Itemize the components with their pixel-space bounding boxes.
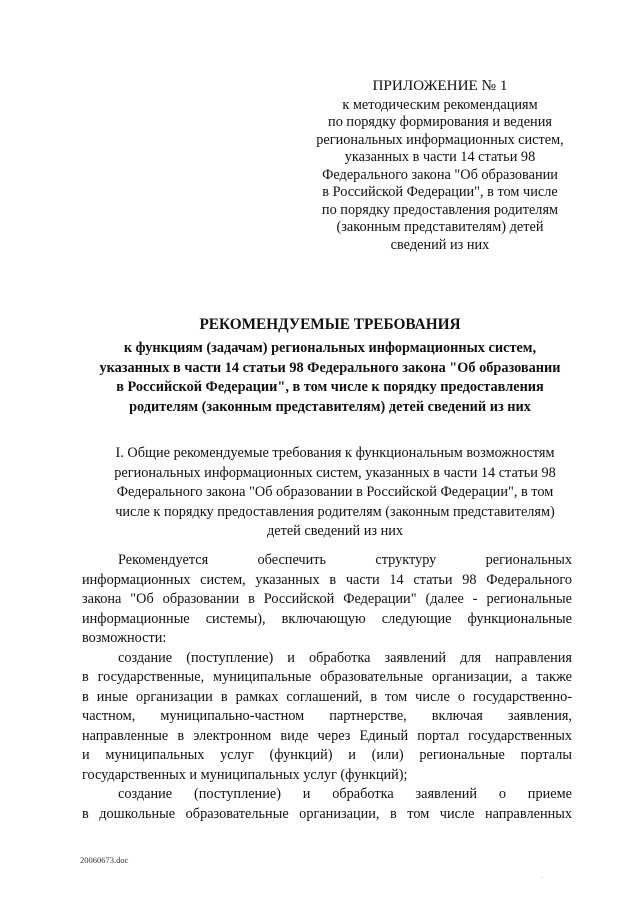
body-line: частном, муниципально-частном партнерстве, включая заявления,: [82, 708, 572, 724]
appendix-line: сведений из них: [390, 236, 490, 253]
appendix-title: ПРИЛОЖЕНИЕ № 1: [372, 77, 508, 94]
section-line: I. Общие рекомендуемые требования к функциональным возможностям: [115, 445, 555, 461]
subtitle-line: к функциям (задачам) региональных информационных систем,: [123, 340, 537, 356]
body-line: возможности:: [82, 630, 167, 646]
appendix-line: по порядку формирования и ведения: [328, 114, 552, 130]
section-line: детей сведений из них: [266, 523, 404, 539]
subtitle-line: в Российской Федерации", в том числе к порядку предоставления: [116, 379, 544, 395]
footer-filename: 20060673.doc: [80, 855, 129, 865]
body-line: государственных и муниципальных услуг (функций);: [82, 766, 408, 783]
body-line: в иные организации в рамках соглашений, в том числе о государственно-: [82, 688, 572, 705]
section-line: числе к порядку предоставления родителям (законным представителям): [115, 503, 555, 520]
appendix-line: (законным представителям) детей: [336, 219, 544, 235]
document-title: РЕКОМЕНДУЕМЫЕ ТРЕБОВАНИЯ: [199, 316, 461, 333]
body-text: [82, 551, 572, 824]
section-heading: [70, 444, 600, 542]
body-line: направленные в электронном виде через Единый портал государственных: [82, 727, 572, 744]
appendix-line: по порядку предоставления родителям: [321, 201, 559, 218]
body-line: информационные системы), включающую следующие функциональные: [82, 610, 572, 627]
subtitle-line: родителям (законным представителям) детей сведений из них: [129, 398, 531, 415]
body-line: и муниципальных услуг (функций) и (или) региональные порталы: [82, 747, 572, 763]
footer-mark: .: [541, 874, 543, 880]
subtitle-line: указанных в части 14 статьи 98 Федерального закона "Об образовании: [99, 359, 561, 376]
section-line: Федерального закона "Об образовании в Российской Федерации", в том: [116, 484, 554, 500]
appendix-line: Федерального закона "Об образовании: [322, 166, 558, 183]
body-line: Рекомендуется обеспечить структуру региональных: [118, 552, 572, 568]
body-line: создание (поступление) и обработка заявлений для направления: [118, 649, 572, 666]
body-line: информационных систем, указанных в части 14 статьи 98 Федерального: [82, 571, 572, 588]
body-line: в дошкольные образовательные организации, в том числе направленных: [82, 805, 572, 822]
appendix-block: [290, 77, 590, 254]
document-subtitle: [70, 339, 590, 417]
section-line: региональных информационных систем, указанных в части 14 статьи 98: [114, 464, 556, 481]
body-line: закона "Об образовании в Российской Федерации" (далее - региональные: [82, 591, 572, 607]
body-line: в государственные, муниципальные образовательные организации, а также: [82, 669, 572, 685]
appendix-line: в Российской Федерации", в том числе: [322, 184, 558, 200]
appendix-line: региональных информационных систем,: [316, 131, 564, 148]
appendix-line: к методическим рекомендациям: [342, 96, 538, 113]
body-line: создание (поступление) и обработка заявлений о приеме: [118, 786, 572, 802]
appendix-line: указанных в части 14 статьи 98: [344, 149, 536, 165]
